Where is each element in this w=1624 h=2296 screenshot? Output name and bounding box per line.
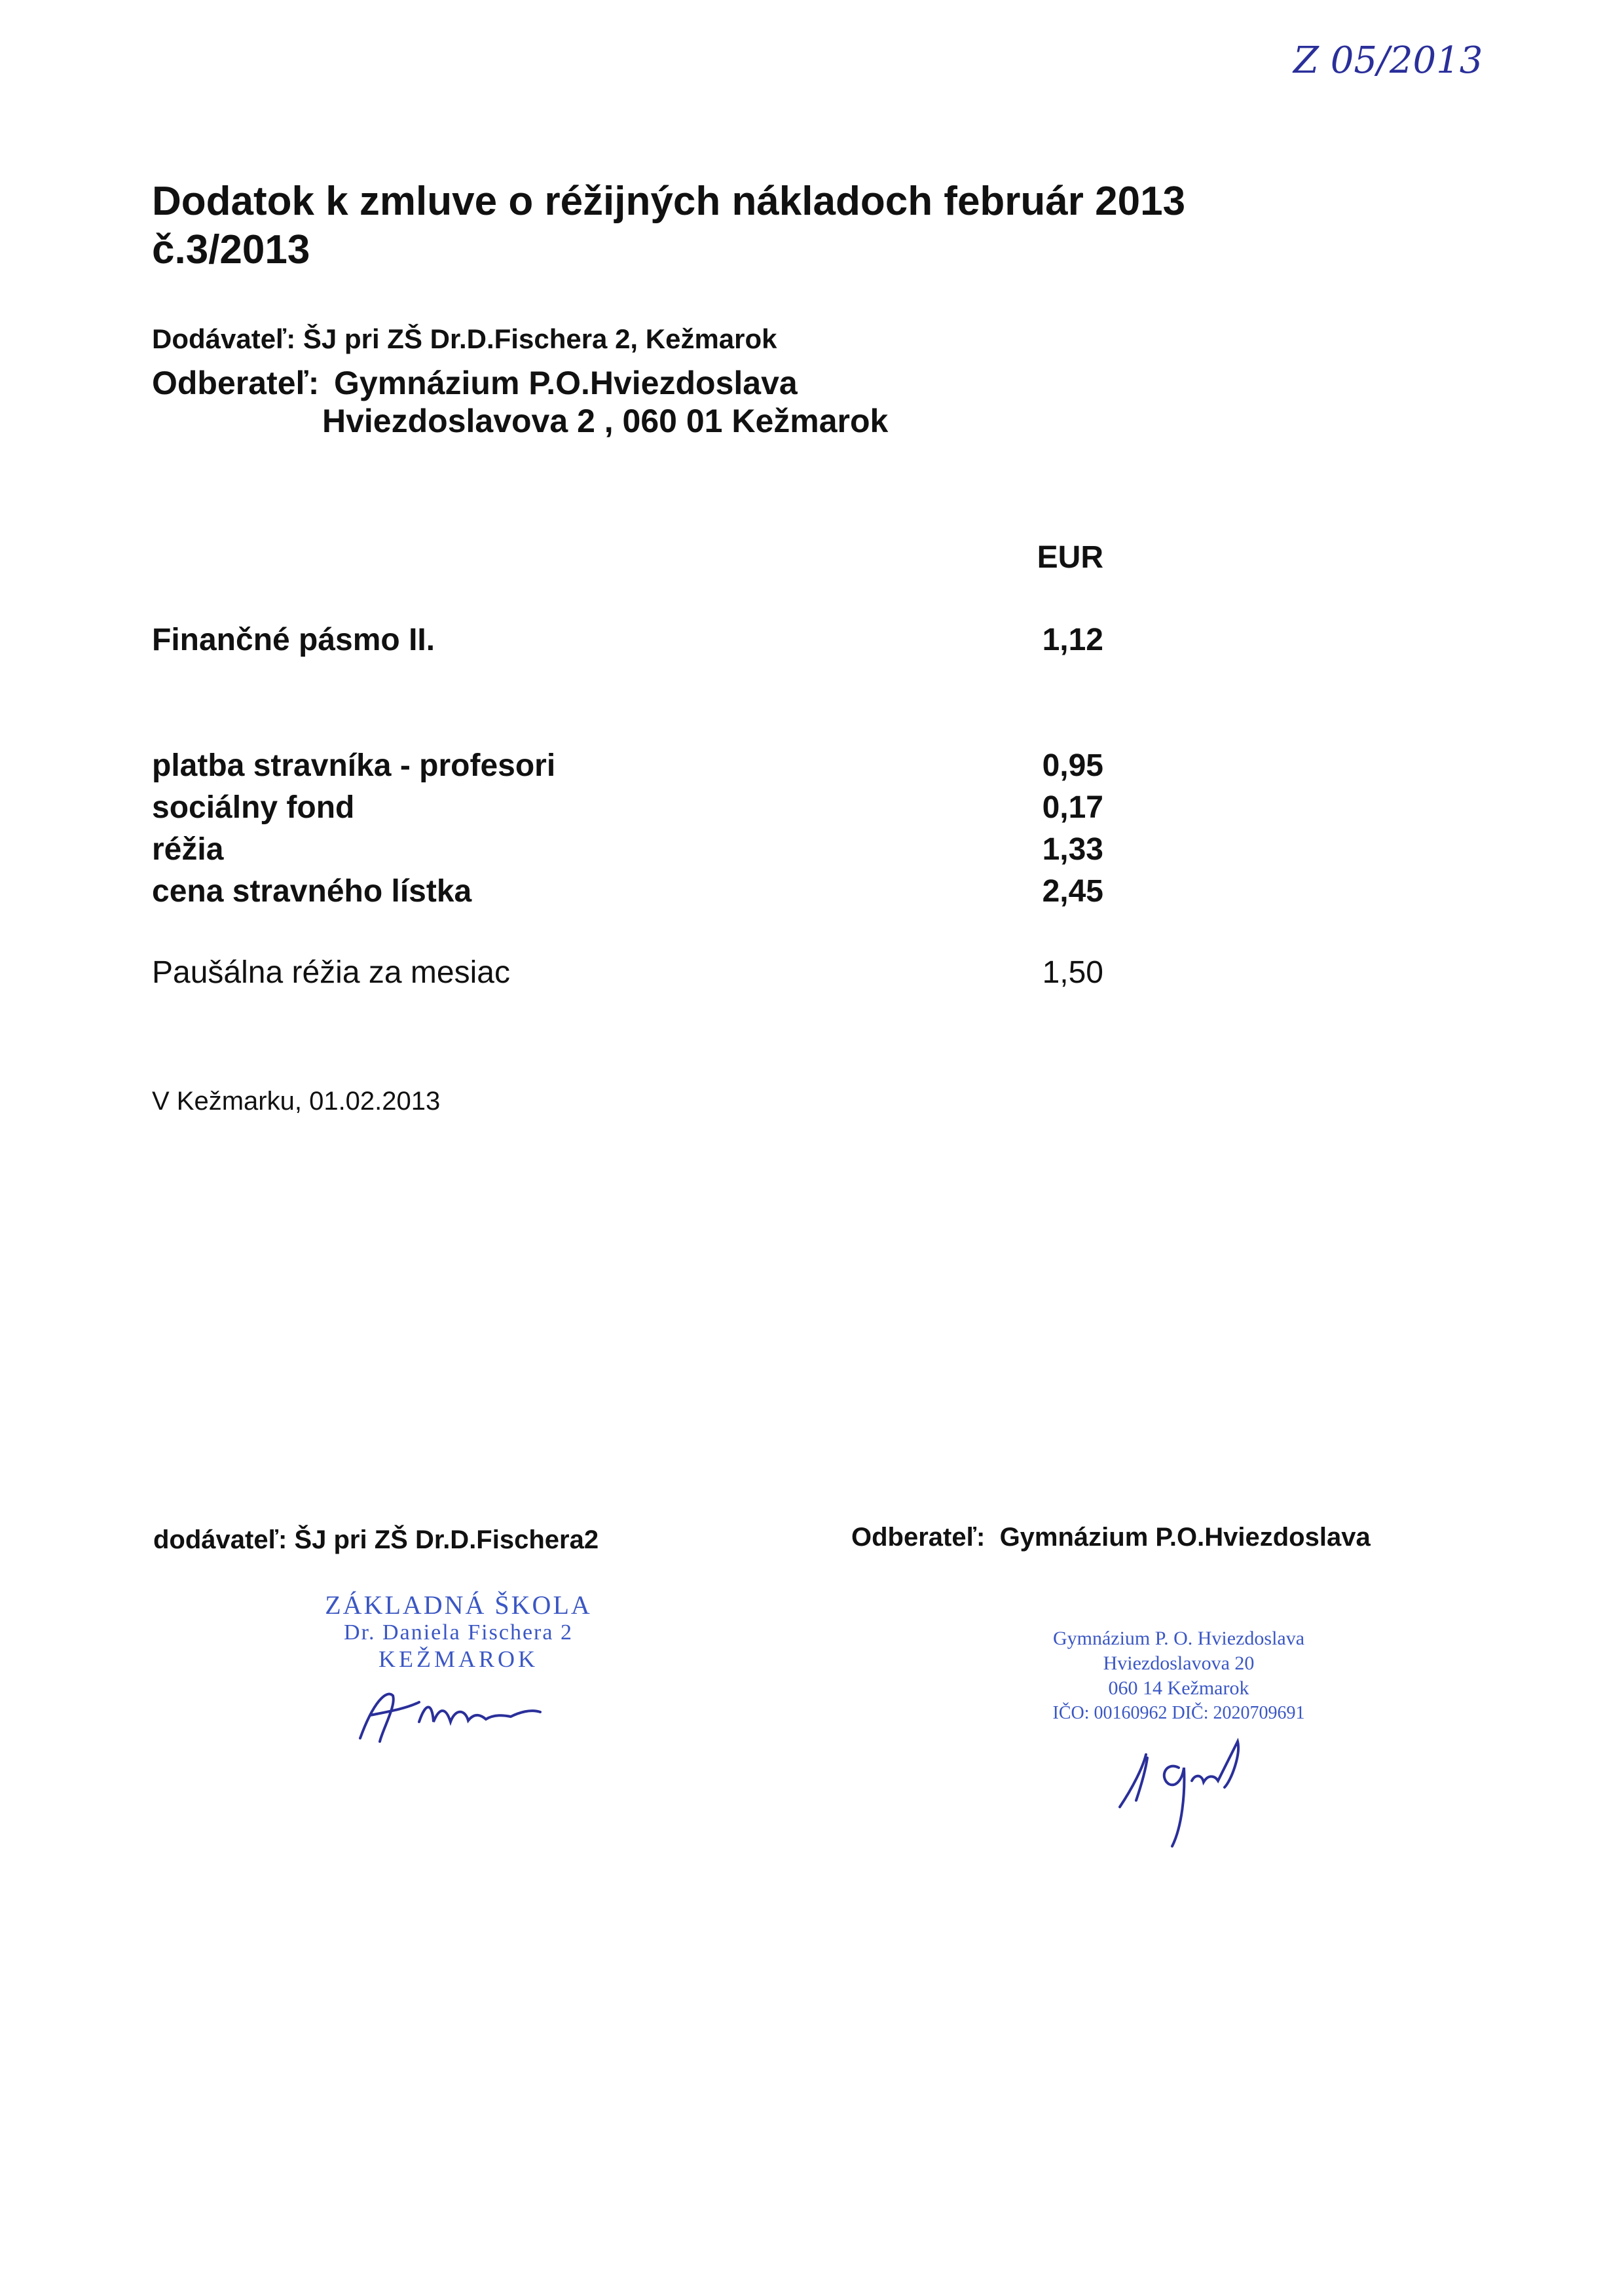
monthly-fee-value: 1,50 [1042,955,1103,990]
item-value: 0,17 [1042,790,1103,825]
customer-stamp [1008,1626,1349,1726]
stamp-line: Gymnázium P. O. Hviezdoslava [1052,1628,1305,1649]
stamp-line: ZÁKLADNÁ ŠKOLA [325,1590,592,1620]
item-value: 0,95 [1042,748,1103,783]
currency-header: EUR [1037,540,1103,575]
document-number: č.3/2013 [152,227,310,272]
customer-address: Hviezdoslavova 2 , 060 01 Kežmarok [322,403,889,439]
stamp-line: IČO: 00160962 DIČ: 2020709691 [1052,1703,1305,1723]
stamp-line: Hviezdoslavova 20 [1103,1652,1255,1674]
item-label: platba stravníka - profesori [152,748,556,783]
stamp-line: 060 14 Kežmarok [1108,1677,1249,1699]
supplier-signature [347,1676,557,1748]
item-label: cena stravného lístka [152,874,472,909]
place-date: V Kežmarku, 01.02.2013 [152,1087,441,1116]
customer-signature-heading: Odberateľ: Gymnázium P.O.Hviezdoslava [851,1523,1371,1552]
supplier-value: ŠJ pri ZŠ Dr.D.Fischera 2, Kežmarok [303,323,777,354]
item-value: 2,45 [1042,874,1103,909]
item-label: réžia [152,832,224,867]
registration-note: Z 05/2013 [1293,39,1483,82]
zone-value: 1,12 [1042,623,1103,657]
monthly-fee-label: Paušálna réžia za mesiac [152,955,510,990]
document-title: Dodatok k zmluve o réžijných nákladoch február 2013 [152,179,1186,224]
supplier-label: Dodávateľ: [152,323,296,354]
item-label: sociálny fond [152,790,355,825]
item-value: 1,33 [1042,832,1103,867]
customer-name: Gymnázium P.O.Hviezdoslava [334,365,798,401]
customer-signature [1107,1728,1277,1859]
stamp-line: KEŽMAROK [378,1646,538,1672]
zone-label: Finančné pásmo II. [152,623,435,657]
supplier-stamp [288,1590,629,1673]
supplier-line [152,323,777,355]
supplier-signature-heading: dodávateľ: ŠJ pri ZŠ Dr.D.Fischera2 [153,1525,599,1554]
customer-label: Odberateľ: [152,365,320,401]
stamp-line: Dr. Daniela Fischera 2 [344,1620,573,1645]
